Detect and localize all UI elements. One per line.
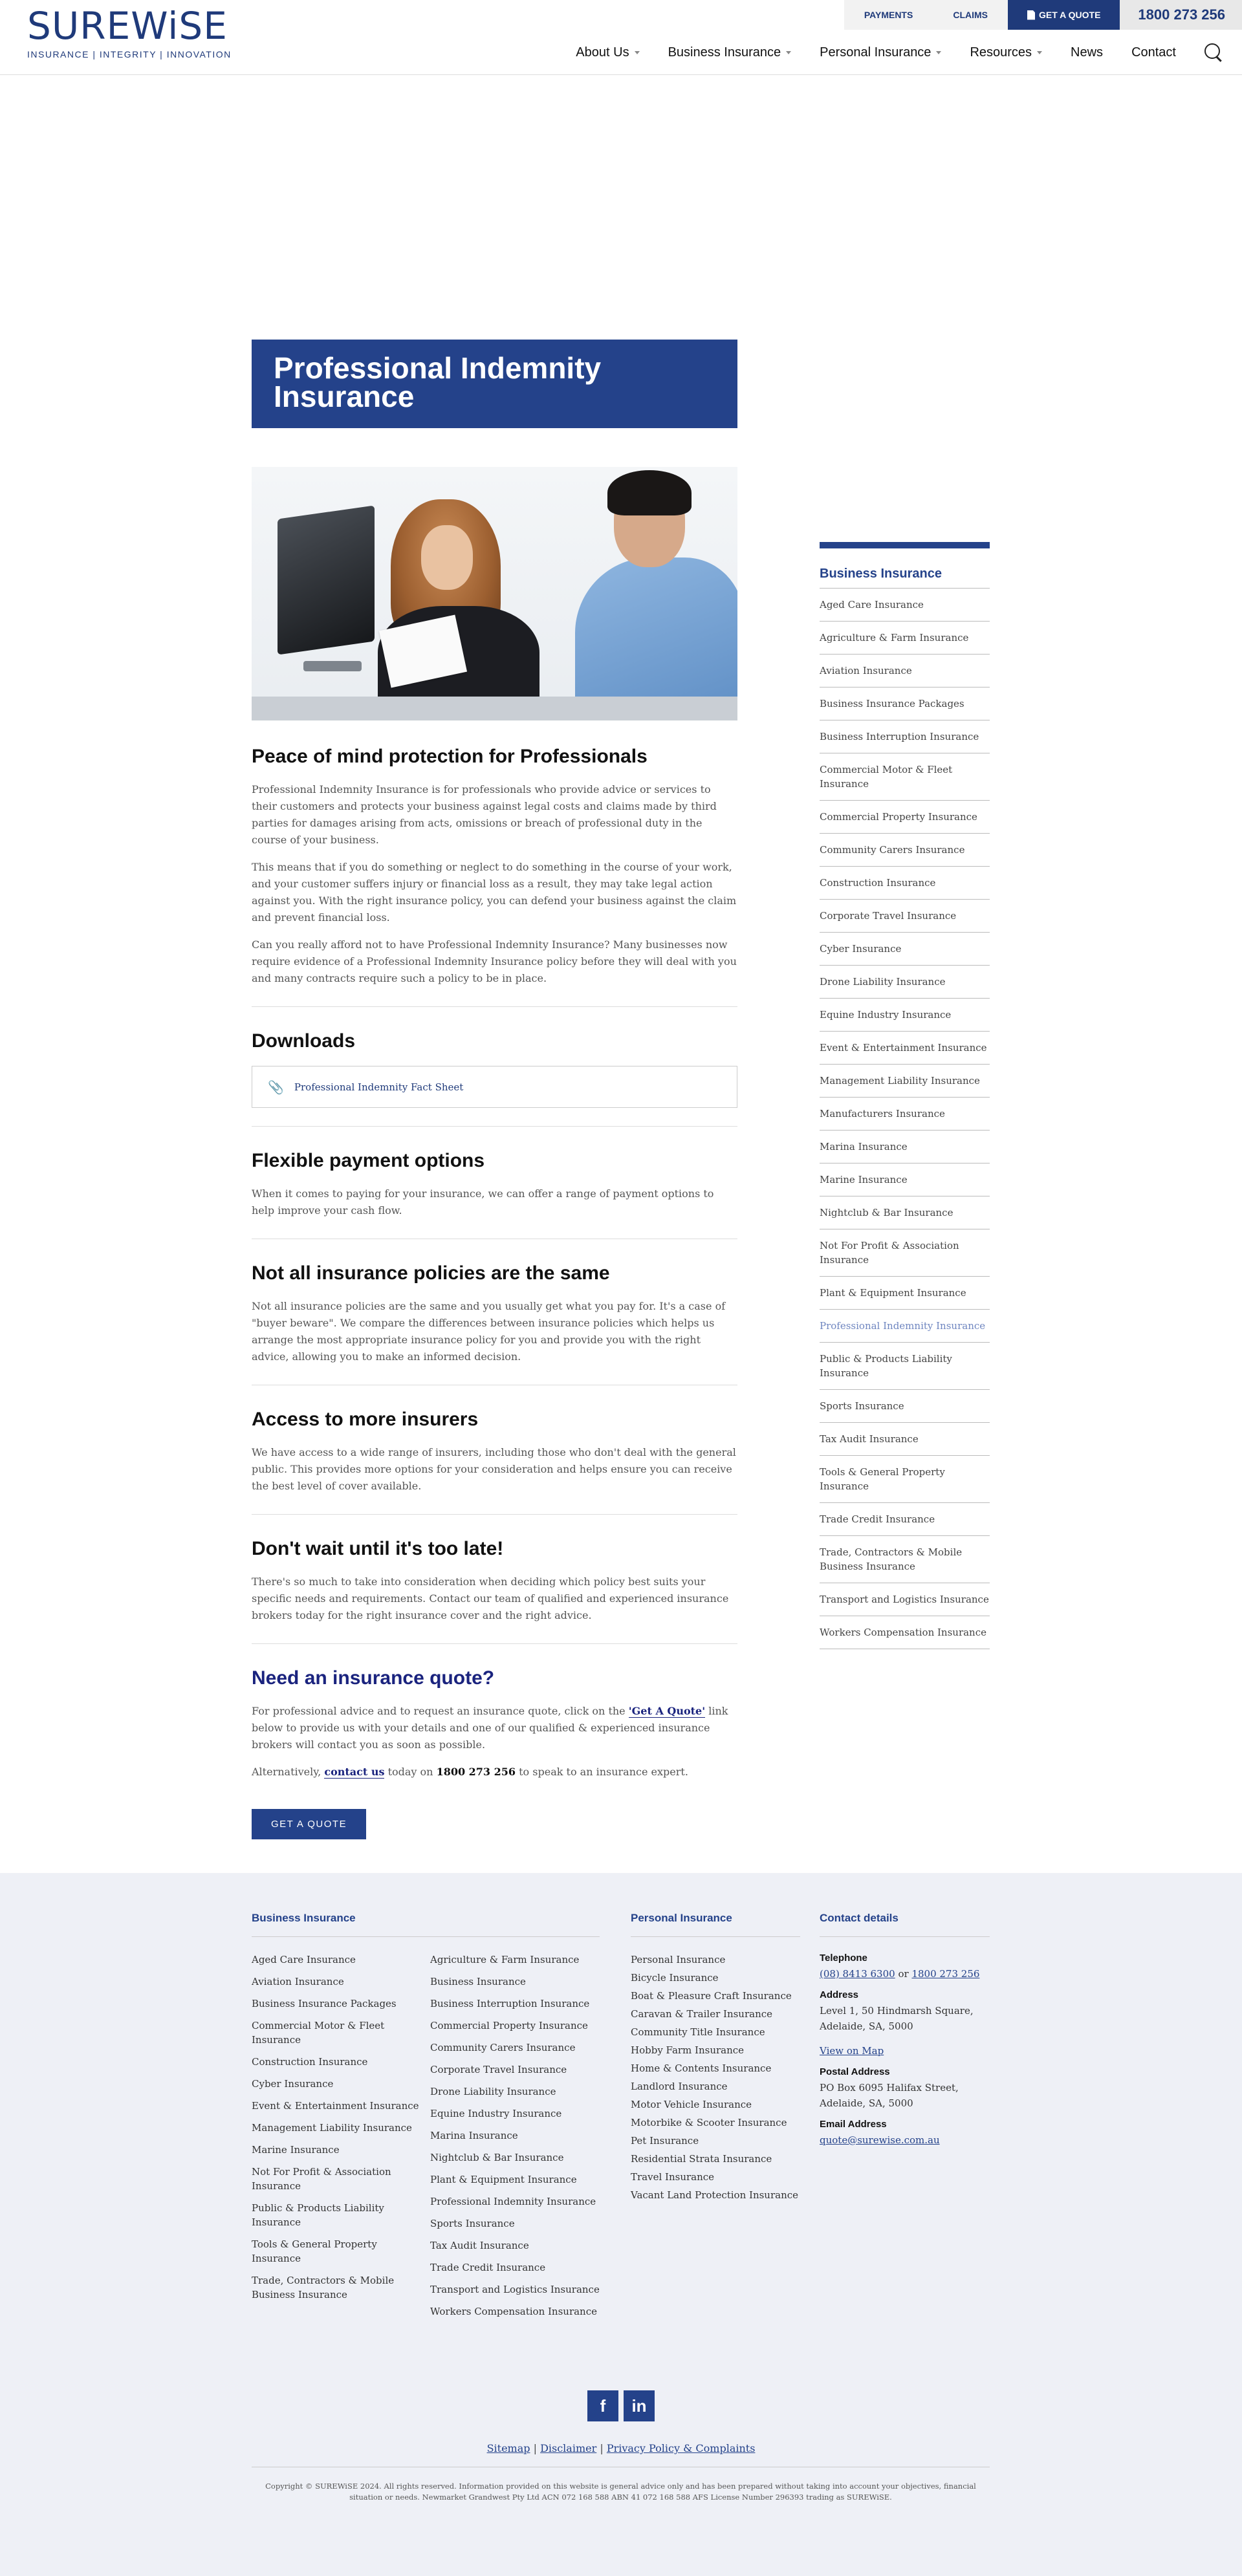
fact-sheet-download[interactable] [252, 1066, 737, 1108]
access-paragraph: We have access to a wide range of insurers, including those who don't deal with the general public. This provides more options for your consideration and helps ensure you can receive the best level of cover available. [252, 1446, 736, 1492]
nav-business-insurance[interactable] [668, 45, 792, 60]
footer-link-pet-insurance[interactable]: Pet Insurance [631, 2135, 699, 2147]
sidebar-item-commercial-motor-and-fleet-insurance[interactable]: Commercial Motor & Fleet Insurance [820, 753, 990, 801]
address-label: Address [820, 1989, 859, 2000]
footer-link-equine-industry-insurance[interactable]: Equine Industry Insurance [430, 2108, 562, 2119]
get-a-quote-inline-link[interactable]: 'Get A Quote' [628, 1705, 706, 1717]
sidebar-item-trade-contractors-and-mobile-business-insurance[interactable]: Trade, Contractors & Mobile Business Insurance [820, 1536, 990, 1583]
payments-link[interactable]: PAYMENTS [864, 10, 913, 20]
linkedin-icon[interactable]: in [624, 2390, 655, 2421]
footer-link-agriculture-and-farm-insurance[interactable]: Agriculture & Farm Insurance [430, 1954, 580, 1965]
footer-personal-title: Personal Insurance [631, 1912, 800, 1937]
header-phone-link[interactable]: 1800 273 256 [1120, 0, 1242, 30]
footer-link-construction-insurance[interactable]: Construction Insurance [252, 2056, 368, 2068]
caret-down-icon [635, 51, 640, 54]
footer-link-travel-insurance[interactable]: Travel Insurance [631, 2171, 715, 2183]
intro-paragraph-1: Professional Indemnity Insurance is for professionals who provide advice or services to their customers and protects your business against legal costs and claims made by third parties for damages arising from acts, omissions or breach of professional duty in the course of your business. [252, 783, 717, 846]
footer-link-commercial-motor-and-fleet-insurance[interactable]: Commercial Motor & Fleet Insurance [252, 2020, 385, 2046]
sidebar-item-equine-industry-insurance[interactable]: Equine Industry Insurance [820, 999, 990, 1032]
sitemap-link[interactable]: Sitemap [486, 2442, 530, 2454]
footer-link-aviation-insurance[interactable]: Aviation Insurance [252, 1976, 344, 1987]
flexible-payment-section [252, 1126, 737, 1219]
footer-link-community-carers-insurance[interactable]: Community Carers Insurance [430, 2042, 576, 2053]
sidebar-title: Business Insurance [820, 548, 990, 589]
sidebar-item-event-and-entertainment-insurance[interactable]: Event & Entertainment Insurance [820, 1032, 990, 1065]
footer-business-list-2 [430, 1953, 600, 2326]
footer-link-residential-strata-insurance[interactable]: Residential Strata Insurance [631, 2153, 772, 2165]
sidebar-item-workers-compensation-insurance[interactable]: Workers Compensation Insurance [820, 1616, 990, 1649]
nav-resources[interactable] [970, 45, 1042, 60]
email-link[interactable]: quote@surewise.com.au [820, 2134, 940, 2146]
footer-link-drone-liability-insurance[interactable]: Drone Liability Insurance [430, 2086, 556, 2097]
sidebar-item-tools-and-general-property-insurance[interactable]: Tools & General Property Insurance [820, 1456, 990, 1503]
footer-personal-column [631, 1912, 800, 2206]
nav-label: Resources [970, 45, 1032, 60]
sidebar-item-tax-audit-insurance[interactable]: Tax Audit Insurance [820, 1423, 990, 1456]
footer-link-home-and-contents-insurance[interactable]: Home & Contents Insurance [631, 2062, 772, 2074]
sidebar-item-transport-and-logistics-insurance[interactable]: Transport and Logistics Insurance [820, 1583, 990, 1616]
sidebar-item-business-interruption-insurance[interactable]: Business Interruption Insurance [820, 720, 990, 753]
main-nav [547, 39, 1223, 66]
footer-link-not-for-profit-and-association-insurance[interactable]: Not For Profit & Association Insurance [252, 2166, 391, 2192]
footer-link-business-insurance-packages[interactable]: Business Insurance Packages [252, 1998, 397, 2009]
contact-us-link[interactable]: contact us [324, 1766, 385, 1778]
sidebar-item-marina-insurance[interactable]: Marina Insurance [820, 1131, 990, 1164]
disclaimer-link[interactable]: Disclaimer [540, 2442, 597, 2454]
intro-heading: Peace of mind protection for Professionals [252, 746, 648, 767]
email-wrap [820, 2132, 990, 2148]
nav-label: Personal Insurance [820, 45, 932, 60]
footer-link-vacant-land-protection-insurance[interactable]: Vacant Land Protection Insurance [631, 2189, 799, 2201]
logo-tagline: INSURANCE | INTEGRITY | INNOVATION [27, 49, 232, 60]
nav-label: Business Insurance [668, 45, 781, 60]
sidebar-item-nightclub-and-bar-insurance[interactable]: Nightclub & Bar Insurance [820, 1196, 990, 1229]
sidebar-item-drone-liability-insurance[interactable]: Drone Liability Insurance [820, 966, 990, 999]
footer-business-list-1 [252, 1953, 421, 2326]
sidebar-item-aviation-insurance[interactable]: Aviation Insurance [820, 655, 990, 687]
sidebar-item-public-and-products-liability-insurance[interactable]: Public & Products Liability Insurance [820, 1343, 990, 1390]
address-line-1: Level 1, 50 Hindmarsh Square, [820, 2005, 974, 2017]
same-paragraph: Not all insurance policies are the same and you usually get what you pay for. It's a case of "buyer beware". We compare the differences between insurance policies which helps us arrange the most appropriate insurance policy for you and provide you with the right advice, allowing you to make an informed decision. [252, 1300, 726, 1363]
site-footer [0, 1873, 1242, 2576]
sidebar-item-aged-care-insurance[interactable]: Aged Care Insurance [820, 589, 990, 622]
woman-face-shape [421, 525, 473, 590]
footer-link-tools-and-general-property-insurance[interactable]: Tools & General Property Insurance [252, 2238, 377, 2264]
footer-link-cyber-insurance[interactable]: Cyber Insurance [252, 2078, 334, 2090]
monitor-shape [278, 505, 375, 655]
privacy-link[interactable]: Privacy Policy & Complaints [606, 2442, 756, 2454]
footer-link-personal-insurance[interactable]: Personal Insurance [631, 1954, 726, 1965]
get-a-quote-button[interactable] [1008, 0, 1120, 30]
footer-link-corporate-travel-insurance[interactable]: Corporate Travel Insurance [430, 2064, 567, 2075]
download-label: Professional Indemnity Fact Sheet [294, 1081, 464, 1093]
nav-about-us[interactable] [576, 45, 639, 60]
sidebar-item-sports-insurance[interactable]: Sports Insurance [820, 1390, 990, 1423]
policies-section [252, 1239, 737, 1365]
footer-business-title: Business Insurance [252, 1912, 600, 1937]
footer-link-caravan-and-trailer-insurance[interactable]: Caravan & Trailer Insurance [631, 2008, 773, 2020]
insurers-section [252, 1385, 737, 1495]
article [252, 467, 737, 1839]
address-line-2: Adelaide, SA, 5000 [820, 2020, 913, 2032]
sidebar [820, 542, 990, 1649]
link-separator: | [596, 2442, 607, 2454]
email-label: Email Address [820, 2119, 887, 2130]
claims-link[interactable]: CLAIMS [953, 10, 988, 20]
phone-link-2[interactable]: 1800 273 256 [911, 1968, 980, 1980]
footer-link-event-and-entertainment-insurance[interactable]: Event & Entertainment Insurance [252, 2100, 419, 2112]
postal-label: Postal Address [820, 2066, 890, 2077]
get-a-quote-label: GET A QUOTE [1039, 10, 1101, 20]
search-icon[interactable] [1204, 43, 1223, 61]
footer-link-motor-vehicle-insurance[interactable]: Motor Vehicle Insurance [631, 2099, 752, 2110]
page-title: Professional Indemnity Insurance [252, 340, 737, 428]
sidebar-item-agriculture-and-farm-insurance[interactable]: Agriculture & Farm Insurance [820, 622, 990, 655]
site-header [0, 0, 1242, 75]
wait-paragraph: There's so much to take into consideration when deciding which policy best suits your specific needs and requirements. Contact our team of qualified and experienced insurance brokers today for the right insurance cover and the right advice. [252, 1575, 729, 1621]
main-content [0, 75, 1242, 1873]
quote-paragraph-2 [252, 1764, 737, 1780]
sidebar-item-business-insurance-packages[interactable]: Business Insurance Packages [820, 687, 990, 720]
footer-link-motorbike-and-scooter-insurance[interactable]: Motorbike & Scooter Insurance [631, 2117, 787, 2128]
footer-link-nightclub-and-bar-insurance[interactable]: Nightclub & Bar Insurance [430, 2152, 564, 2163]
footer-business-column [252, 1912, 600, 2326]
footer-business-lists [252, 1953, 600, 2326]
postal-line-1: PO Box 6095 Halifax Street, [820, 2082, 959, 2094]
desk-shape [252, 697, 737, 720]
footer-link-workers-compensation-insurance[interactable]: Workers Compensation Insurance [430, 2306, 597, 2317]
same-heading: Not all insurance policies are the same [252, 1262, 610, 1284]
footer-contact-title: Contact details [820, 1912, 990, 1937]
caret-down-icon [936, 51, 941, 54]
nav-label: About Us [576, 45, 629, 60]
sidebar-item-construction-insurance[interactable]: Construction Insurance [820, 867, 990, 900]
quote-phone: 1800 273 256 [436, 1766, 516, 1778]
sidebar-item-marine-insurance[interactable]: Marine Insurance [820, 1164, 990, 1196]
map-link-wrap [820, 2043, 990, 2059]
intro-paragraph-3: Can you really afford not to have Professional Indemnity Insurance? Many businesses now require evidence of a Professional Indemnity Insurance policy before they will deal with you and many contracts require such a policy to be in place. [252, 938, 737, 984]
copyright-text: Copyright © SUREWiSE 2024. All rights reserved. Information provided on this website is general advice only and has been prepared without taking into account your objectives, financial situation or needs. Newmarket Grandwest Pty Ltd ACN 072 168 588 ABN 41 072 168 588 AFS License Number 296393 trading as SUREWiSE. [265, 2482, 976, 2502]
phone-or: or [895, 1968, 912, 1980]
caret-down-icon [786, 51, 791, 54]
paperclip-icon: 📎 [268, 1079, 284, 1095]
footer-link-transport-and-logistics-insurance[interactable]: Transport and Logistics Insurance [430, 2284, 600, 2295]
sidebar-item-not-for-profit-and-association-insurance[interactable]: Not For Profit & Association Insurance [820, 1229, 990, 1277]
quote-paragraph-1 [252, 1703, 737, 1753]
footer-legal-links [0, 2442, 1242, 2454]
footer-link-marina-insurance[interactable]: Marina Insurance [430, 2130, 518, 2141]
flex-heading: Flexible payment options [252, 1150, 485, 1171]
sidebar-list [820, 589, 990, 1649]
footer-link-trade-contractors-and-mobile-business-insurance[interactable]: Trade, Contractors & Mobile Business Insurance [252, 2275, 395, 2300]
footer-link-professional-indemnity-insurance[interactable]: Professional Indemnity Insurance [430, 2196, 596, 2207]
footer-link-sports-insurance[interactable]: Sports Insurance [430, 2218, 515, 2229]
get-a-quote-cta-button[interactable]: GET A QUOTE [252, 1809, 366, 1839]
footer-link-tax-audit-insurance[interactable]: Tax Audit Insurance [430, 2240, 529, 2251]
facebook-icon[interactable]: f [587, 2390, 618, 2421]
flex-paragraph: When it comes to paying for your insurance, we can offer a range of payment options to help improve your cash flow. [252, 1187, 714, 1217]
footer-link-business-insurance[interactable]: Business Insurance [430, 1976, 526, 1987]
caret-down-icon [1037, 51, 1042, 54]
intro-paragraph-2: This means that if you do something or neglect to do something in the course of your work, and your customer suffers injury or financial loss as a result, they may take legal action against you. With the right insurance policy, you can defend your business against the claim and prevent financial loss. [252, 861, 737, 924]
quote-text: today on [384, 1766, 437, 1778]
quote-heading: Need an insurance quote? [252, 1667, 495, 1689]
sidebar-item-management-liability-insurance[interactable]: Management Liability Insurance [820, 1065, 990, 1098]
footer-link-business-interruption-insurance[interactable]: Business Interruption Insurance [430, 1998, 590, 2009]
footer-link-aged-care-insurance[interactable]: Aged Care Insurance [252, 1954, 356, 1965]
footer-link-trade-credit-insurance[interactable]: Trade Credit Insurance [430, 2262, 546, 2273]
utility-bar [844, 0, 1242, 30]
hero-image [252, 467, 737, 720]
quote-text: Alternatively, [252, 1766, 325, 1778]
sidebar-item-trade-credit-insurance[interactable]: Trade Credit Insurance [820, 1503, 990, 1536]
quote-text: For professional advice and to request an insurance quote, click on the [252, 1705, 629, 1717]
document-icon [1027, 10, 1035, 20]
sidebar-item-community-carers-insurance[interactable]: Community Carers Insurance [820, 834, 990, 867]
nav-personal-insurance[interactable] [820, 45, 941, 60]
quote-section [252, 1643, 737, 1839]
site-logo[interactable] [27, 6, 232, 60]
telephone-value [820, 1966, 990, 1982]
footer-contact-column [820, 1912, 990, 2148]
footer-link-marine-insurance[interactable]: Marine Insurance [252, 2144, 340, 2156]
man-hair-shape [607, 470, 692, 515]
footer-link-landlord-insurance[interactable]: Landlord Insurance [631, 2081, 728, 2092]
footer-link-plant-and-equipment-insurance[interactable]: Plant & Equipment Insurance [430, 2174, 577, 2185]
sidebar-item-manufacturers-insurance[interactable]: Manufacturers Insurance [820, 1098, 990, 1131]
logo-wordmark: SUREWiSE [27, 4, 228, 48]
footer-personal-list [631, 1953, 800, 2202]
nav-contact[interactable]: Contact [1131, 45, 1176, 60]
sidebar-item-commercial-property-insurance[interactable]: Commercial Property Insurance [820, 801, 990, 834]
wait-section [252, 1514, 737, 1624]
sidebar-item-plant-and-equipment-insurance[interactable]: Plant & Equipment Insurance [820, 1277, 990, 1310]
footer-link-boat-and-pleasure-craft-insurance[interactable]: Boat & Pleasure Craft Insurance [631, 1990, 792, 2002]
sidebar-item-professional-indemnity-insurance[interactable]: Professional Indemnity Insurance [820, 1310, 990, 1343]
footer-link-public-and-products-liability-insurance[interactable]: Public & Products Liability Insurance [252, 2202, 384, 2228]
phone-link-1[interactable]: (08) 8413 6300 [820, 1968, 895, 1980]
sidebar-item-cyber-insurance[interactable]: Cyber Insurance [820, 933, 990, 966]
postal-line-2: Adelaide, SA, 5000 [820, 2097, 913, 2109]
downloads-heading: Downloads [252, 1030, 356, 1052]
link-separator: | [530, 2442, 541, 2454]
quote-text: link below to provide us with your details and one of our qualified & experienced insurance brokers will contact you as soon as possible. [252, 1705, 728, 1751]
nav-news[interactable]: News [1071, 45, 1104, 60]
sidebar-item-corporate-travel-insurance[interactable]: Corporate Travel Insurance [820, 900, 990, 933]
footer-link-commercial-property-insurance[interactable]: Commercial Property Insurance [430, 2020, 588, 2031]
social-links [587, 2390, 655, 2421]
telephone-label: Telephone [820, 1953, 867, 1964]
footer-link-hobby-farm-insurance[interactable]: Hobby Farm Insurance [631, 2044, 745, 2056]
wait-heading: Don't wait until it's too late! [252, 1538, 504, 1559]
quote-text: to speak to an insurance expert. [516, 1766, 688, 1778]
monitor-stand-shape [303, 661, 362, 671]
downloads-section [252, 1006, 737, 1108]
access-heading: Access to more insurers [252, 1409, 479, 1430]
footer-link-community-title-insurance[interactable]: Community Title Insurance [631, 2026, 765, 2038]
footer-link-bicycle-insurance[interactable]: Bicycle Insurance [631, 1972, 719, 1984]
footer-link-management-liability-insurance[interactable]: Management Liability Insurance [252, 2122, 412, 2134]
view-on-map-link[interactable]: View on Map [820, 2045, 884, 2057]
